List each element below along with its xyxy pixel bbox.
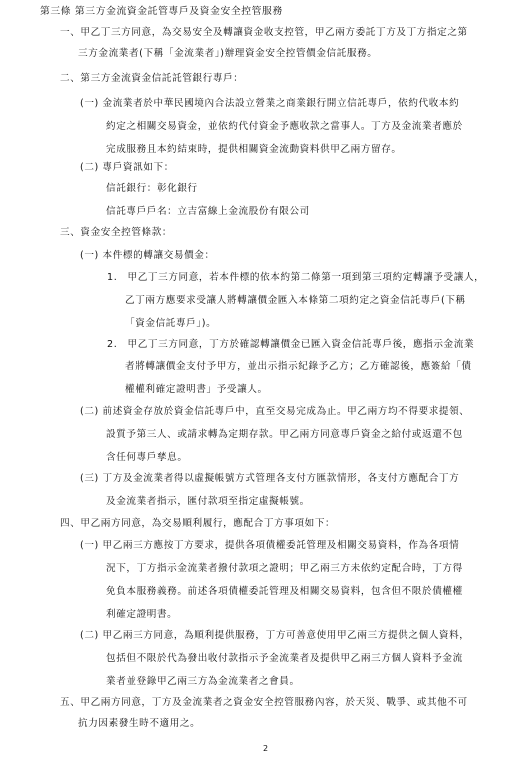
clause-1-line-2: 三方金流業者(下稱「金流業者」)辦理資金安全控管價金信託服務。 <box>78 48 378 59</box>
clause-3-1-1-line-3: 「資金信託專戶」)。 <box>125 318 217 329</box>
trust-account-name: 信託專戶戶名：立吉富線上金流股份有限公司 <box>106 206 310 217</box>
clause-5-line-2: 抗力因素發生時不適用之。 <box>78 718 201 729</box>
clause-3-2-line-2: 設質予第三人、或請求轉為定期存款。甲乙兩方同意專戶資金之給付或返還不包 <box>106 429 463 440</box>
clause-3-1-2-line-1: 2. 甲乙丁三方同意，丁方於確認轉讓價金已匯入資金信託專戶後，應指示金流業 <box>107 339 475 350</box>
clause-4-2-line-2: 包括但不限於代為發出收付款指示予金流業者及提供甲乙兩三方個人資料予金流 <box>106 653 463 664</box>
clause-3-3-line-2: 及金流業者指示，匯付款項至指定虛擬帳號。 <box>106 496 310 507</box>
clause-3-1-heading: (一) 本件標的轉讓交易價金： <box>80 250 215 261</box>
trust-bank: 信託銀行：彰化銀行 <box>106 183 198 194</box>
page-number: 2 <box>262 744 269 753</box>
clause-4-1-line-4: 利確定證明書。 <box>106 609 178 620</box>
clause-4-2-line-3: 業者並登錄甲乙兩三方為金流業者之會員。 <box>106 676 300 687</box>
article-title: 第三條 第三方金流資金託管專戶及資金安全控管服務 <box>40 6 283 17</box>
clause-3-1-1-line-1: 1. 甲乙丁三方同意，若本件標的依本約第二條第一項到第三項約定轉讓予受讓人， <box>107 272 485 283</box>
clause-4-heading: 四、甲乙兩方同意，為交易順利履行，應配合丁方事項如下： <box>60 518 336 529</box>
clause-3-3-line-1: (三) 丁方及金流業者得以虛擬帳號方式管理各支付方匯款情形，各支付方應配合丁方 <box>80 473 460 484</box>
clause-3-heading: 三、資金安全控管條款： <box>60 227 173 238</box>
clause-2-1-line-2: 約定之相關交易資金，並依約代付資金予應收款之當事人。丁方及金流業者應於 <box>106 121 463 132</box>
clause-3-2-line-1: (二) 前述資金存放於資金信託專戶中，直至交易完成為止。甲乙兩方均不得要求提領、 <box>80 406 470 417</box>
clause-4-1-line-2: 況下，丁方指示金流業者撥付款項之證明；甲乙兩三方未依約定配合時，丁方得 <box>106 563 463 574</box>
clause-2-2-heading: (二) 專戶資訊如下： <box>80 162 174 173</box>
clause-4-1-line-1: (一) 甲乙兩三方應按丁方要求，提供各項債權委託管理及相關交易資料，作為各項情 <box>80 540 460 551</box>
clause-5-line-1: 五、甲乙兩方同意，丁方及金流業者之資金安全控管服務內容，於天災、戰爭、或其他不可 <box>60 697 468 708</box>
clause-2-heading: 二、第三方金流資金信託託管銀行專戶： <box>60 73 244 84</box>
clause-3-2-line-3: 含任何專戶孳息。 <box>106 452 188 463</box>
clause-4-2-line-1: (二) 甲乙兩三方同意，為順利提供服務，丁方可善意使用甲乙兩三方提供之個人資料， <box>80 630 470 641</box>
clause-4-1-line-3: 免負本服務義務。前述各項債權委託管理及相關交易資料，包含但不限於債權權 <box>106 586 463 597</box>
clause-3-1-2-line-2: 者將轉讓價金支付予甲方，並出示指示紀錄予乙方；乙方確認後，應簽給「債 <box>125 361 472 372</box>
clause-2-1-line-3: 完成服務且本約結束時，提供相關資金流動資料供甲乙兩方留存。 <box>106 144 402 155</box>
clause-3-1-1-line-2: 乙丁兩方應要求受讓人將轉讓價金匯入本條第二項約定之資金信託專戶(下稱 <box>125 295 466 306</box>
clause-3-1-2-line-3: 權權利確定證明書」予受讓人。 <box>125 384 268 395</box>
clause-1-line-1: 一、甲乙丁三方同意，為交易安全及轉讓資金收支控管，甲乙兩方委託丁方及丁方指定之第 <box>60 27 468 38</box>
clause-2-1-line-1: (一) 金流業者於中華民國境內合法設立營業之商業銀行開立信託專戶，依約代收本約 <box>80 98 460 109</box>
